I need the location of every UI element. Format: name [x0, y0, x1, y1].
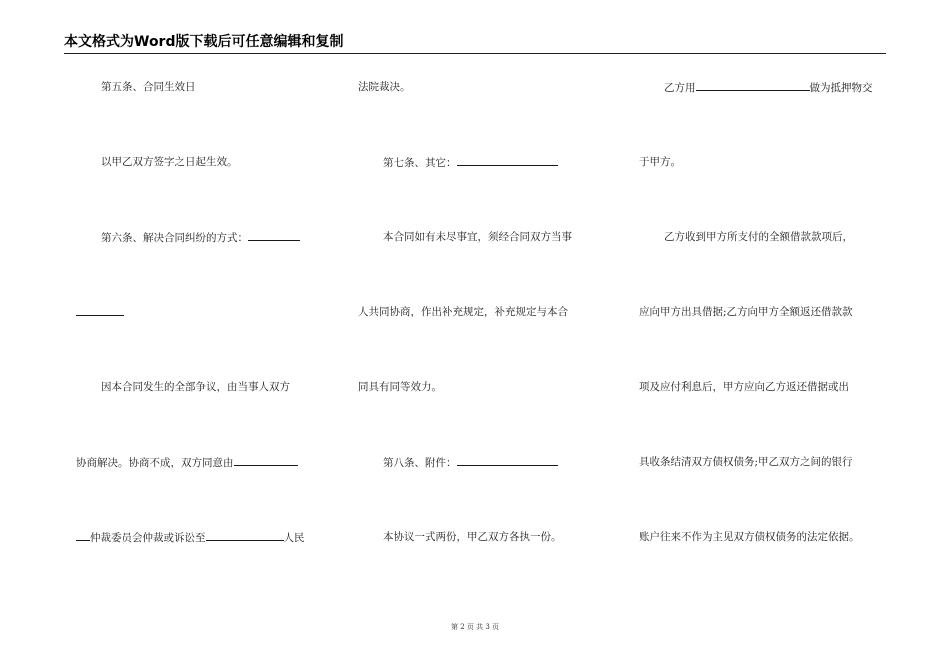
middle-line-1: 法院裁决。: [358, 81, 411, 93]
court-suffix: 人民: [283, 532, 305, 544]
arbitration-city-blank: [234, 455, 298, 466]
attachments-blank: [457, 455, 558, 466]
right-line-7: 账户往来不作为主见双方债权债务的法定依据。: [639, 531, 860, 543]
middle-line-6: [383, 455, 558, 470]
page-indicator: 第 2 页 共 3 页: [450, 623, 500, 631]
right-line-3: 乙方收到甲方所支付的全额借款款项后，: [664, 231, 853, 243]
arbitration-committee-blank: [76, 530, 90, 541]
page-header: [64, 34, 886, 54]
header-title: 本文格式为Word版下载后可任意编辑和复制: [64, 34, 344, 50]
middle-line-7: 本协议一式两份，甲乙双方各执一份。: [383, 531, 562, 543]
dispute-resolution-label: 第六条、解决合同纠纷的方式：: [101, 232, 248, 244]
right-line-5: 项及应付利息后，甲方应向乙方返还借据或出: [639, 381, 849, 393]
left-line-3: [101, 230, 300, 245]
other-terms-label: 第七条、其它：: [383, 157, 457, 169]
right-line-2: 于甲方。: [639, 156, 681, 168]
other-terms-blank: [457, 155, 558, 166]
court-blank: [206, 530, 284, 541]
negotiation-text: 协商解决。协商不成，双方同意由: [76, 457, 234, 469]
right-line-1: [664, 80, 873, 95]
dispute-resolution-blank: [248, 230, 300, 241]
left-line-2: 以甲乙双方签字之日起生效。: [101, 156, 238, 168]
middle-line-2: [383, 155, 558, 170]
right-line-4: 应向甲方出具借据;乙方向甲方全额返还借款款: [639, 306, 853, 318]
right-line-6: 具收条结清双方债权债务;甲乙双方之间的银行: [639, 456, 853, 468]
collateral-label: 乙方用: [664, 82, 696, 94]
left-line-5: 因本合同发生的全部争议，由当事人双方: [101, 381, 290, 393]
left-line-7: [76, 530, 305, 545]
middle-line-5: 同具有同等效力。: [358, 381, 442, 393]
arbitration-text: 仲裁委员会仲裁或诉讼至: [90, 532, 206, 544]
attachments-label: 第八条、附件：: [383, 457, 457, 469]
middle-line-4: 人共同协商，作出补充规定，补充规定与本合: [358, 306, 568, 318]
left-line-6: [76, 455, 298, 470]
collateral-suffix: 做为抵押物交: [809, 82, 873, 94]
left-line-4: [76, 305, 124, 320]
middle-line-3: 本合同如有未尽事宜，须经合同双方当事: [383, 231, 572, 243]
left-line-1: 第五条、合同生效日: [101, 81, 196, 93]
dispute-resolution-blank-continued: [76, 305, 124, 316]
collateral-blank: [696, 80, 810, 91]
